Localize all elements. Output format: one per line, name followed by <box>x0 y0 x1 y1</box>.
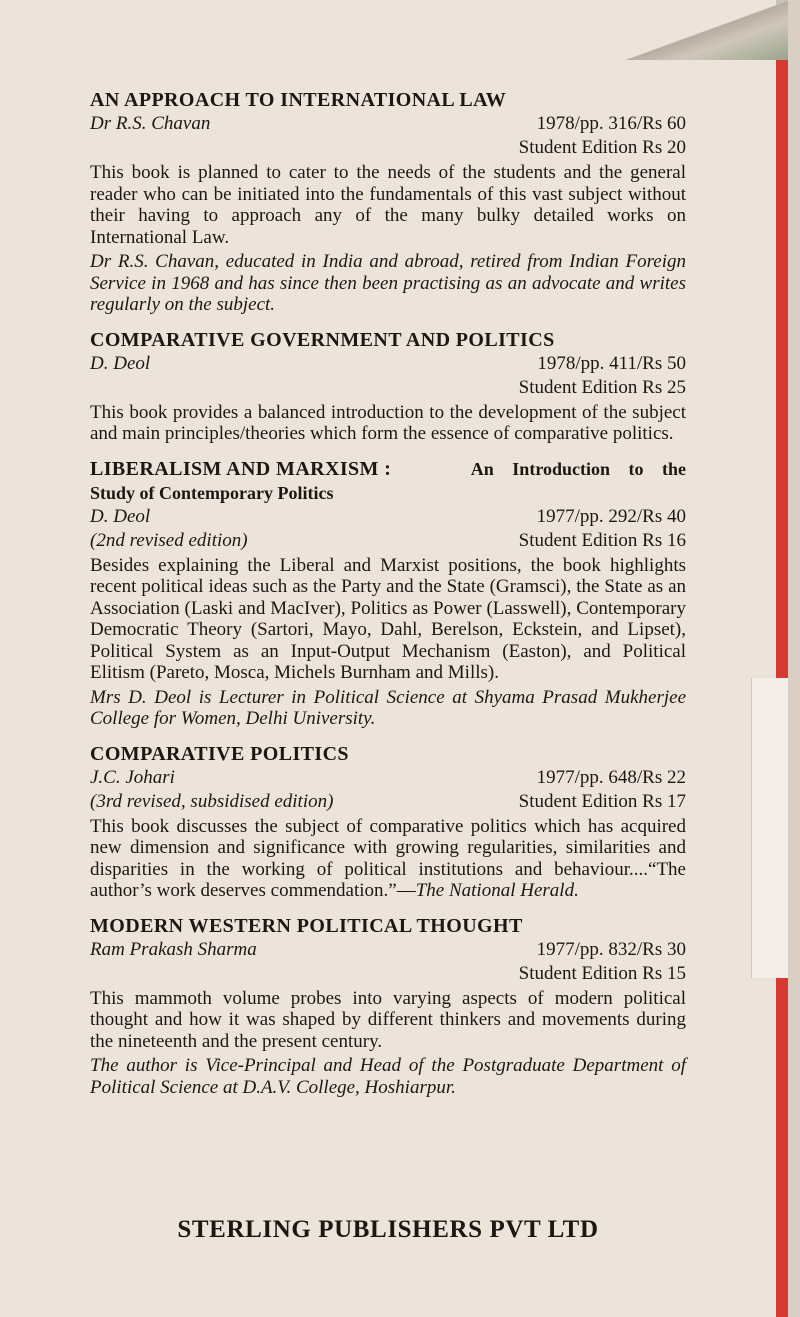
student-edition-price: Student Edition Rs 20 <box>518 137 686 158</box>
book-pub-details: 1978/pp. 411/Rs 50 <box>537 352 686 374</box>
book-meta <box>90 112 686 136</box>
book-entry-international-law <box>90 88 686 316</box>
torn-corner <box>588 0 788 60</box>
author-bio: Dr R.S. Chavan, educated in India and abroad, retired from Indian Foreign Service in 1968 and has since then been practising as an advocate and writes regularly on the subject. <box>90 251 686 315</box>
book-pub-details: 1978/pp. 316/Rs 60 <box>536 113 686 134</box>
book-author: D. Deol <box>90 505 151 527</box>
book-entry-comparative-politics <box>90 742 686 902</box>
student-edition-price: Student Edition Rs 17 <box>518 790 686 812</box>
book-pub-details: 1977/pp. 292/Rs 40 <box>536 505 686 527</box>
torn-sticker <box>751 678 788 978</box>
book-author: D. Deol <box>90 352 151 374</box>
publisher-name: STERLING PUBLISHERS PVT LTD <box>177 1216 599 1243</box>
student-edition-price: Student Edition Rs 16 <box>518 529 686 551</box>
book-edition: (2nd revised edition) <box>90 529 248 551</box>
book-description: This book provides a balanced introduction to the development of the subject and main principles/theories which form the essence of comparative politics. <box>90 401 686 444</box>
book-title: LIBERALISM AND MARXISM : <box>90 457 392 480</box>
author-bio: The author is Vice-Principal and Head of the Postgraduate Department of Political Science at D.A.V. College, Hoshiarpur. <box>90 1055 686 1098</box>
book-subtitle: An Introduction to the <box>470 458 686 479</box>
book-description-text: This book discusses the subject of comparative politics which has acquired new dimension and significance with growing regularities, similarities and disparities in the working of political institutions and behaviour....“The author’s work deserves commendation.”— <box>90 815 686 901</box>
book-author: Ram Prakash Sharma <box>90 938 257 960</box>
book-edition: (3rd revised, subsidised edition) <box>90 790 334 812</box>
book-author: Dr R.S. Chavan <box>90 113 211 134</box>
book-entry-modern-western-thought <box>90 914 686 1099</box>
review-source: The National Herald. <box>415 880 579 901</box>
book-description <box>90 816 686 902</box>
book-list <box>90 88 686 1110</box>
book-title-line <box>90 457 686 481</box>
book-meta <box>90 938 686 962</box>
book-meta <box>90 505 686 529</box>
book-pub-details: 1977/pp. 648/Rs 22 <box>536 766 686 788</box>
book-meta <box>90 766 686 790</box>
book-author: J.C. Johari <box>90 766 175 788</box>
book-title: MODERN WESTERN POLITICAL THOUGHT <box>90 914 523 937</box>
book-pub-details: 1977/pp. 832/Rs 30 <box>536 938 686 960</box>
student-edition-price: Student Edition Rs 15 <box>518 962 686 984</box>
book-title: COMPARATIVE POLITICS <box>90 742 349 765</box>
author-bio: Mrs D. Deol is Lecturer in Political Science at Shyama Prasad Mukherjee College for Women, Delhi University. <box>90 686 686 729</box>
book-description: This mammoth volume probes into varying aspects of modern political thought and how it was shaped by different thinkers and movements during the nineteenth and the present century. <box>90 987 686 1052</box>
book-subtitle-continued: Study of Contemporary Politics <box>90 482 334 503</box>
book-title: COMPARATIVE GOVERNMENT AND POLITICS <box>90 328 555 351</box>
book-entry-liberalism-marxism <box>90 457 686 730</box>
book-description: This book is planned to cater to the needs of the students and the general reader who can be initiated into the fundamentals of this vast subject without their having to approach any of the many bulky detailed works on International Law. <box>90 162 686 248</box>
book-edition-line <box>90 529 686 553</box>
book-description: Besides explaining the Liberal and Marxist positions, the book highlights recent political ideas such as the Party and the State (Gramsci), the State as an Association (Laski and MacIver), Politics as Power (Lasswell), Contemporary Democratic Theory (Sartori, Mayo, Dahl, Berelson, Eckstein, and Lipset), Political System as an Input-Output Mechanism (Easton), and Political Elitism (Pareto, Mosca, Michels Burnham and Mills). <box>90 554 686 683</box>
book-entry-comparative-government <box>90 328 686 445</box>
book-title: AN APPROACH TO INTERNATIONAL LAW <box>90 89 507 111</box>
book-meta <box>90 352 686 376</box>
student-edition-price: Student Edition Rs 25 <box>518 376 686 398</box>
book-edition-line <box>90 790 686 814</box>
